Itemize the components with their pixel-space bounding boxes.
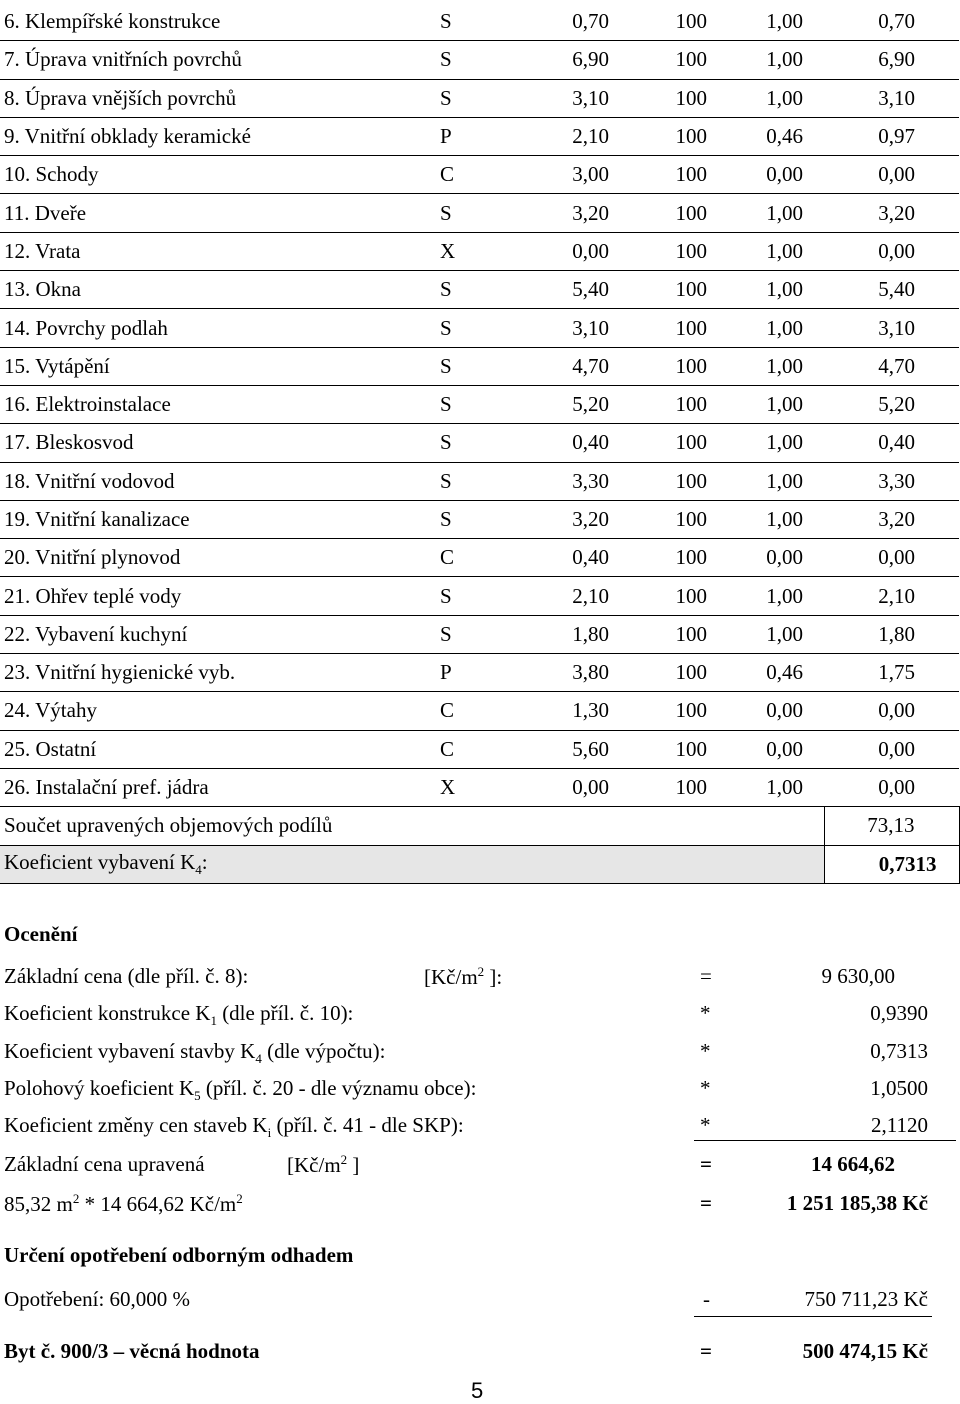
item-share: 3,30 <box>535 462 630 500</box>
item-code: C <box>434 539 535 577</box>
subtotal-rule <box>694 1140 956 1141</box>
coefficient-value: 0,7313 <box>824 845 959 883</box>
item-code: S <box>434 194 535 232</box>
item-name: 17. Bleskosvod <box>0 424 434 462</box>
item-adjusted-share: 3,10 <box>824 79 959 117</box>
item-adjusted-share: 1,80 <box>824 615 959 653</box>
final-value: 500 474,15 Kč <box>802 1339 928 1363</box>
wear-rule <box>694 1316 932 1317</box>
table-row <box>0 577 959 615</box>
item-coefficient: 0,46 <box>728 117 824 155</box>
item-percent: 100 <box>630 768 728 806</box>
item-name: 22. Vybavení kuchyní <box>0 615 434 653</box>
item-percent: 100 <box>630 156 728 194</box>
k5-line <box>0 1076 960 1106</box>
item-share: 5,20 <box>535 385 630 423</box>
item-adjusted-share: 0,00 <box>824 539 959 577</box>
item-coefficient: 0,46 <box>728 654 824 692</box>
item-share: 0,40 <box>535 539 630 577</box>
item-name: 19. Vnitřní kanalizace <box>0 500 434 538</box>
item-share: 0,40 <box>535 424 630 462</box>
item-percent: 100 <box>630 692 728 730</box>
wear-value: 750 711,23 Kč <box>804 1287 928 1311</box>
item-adjusted-share: 0,00 <box>824 232 959 270</box>
final-label: Byt č. 900/3 – věcná hodnota <box>4 1339 260 1363</box>
table-row <box>0 654 959 692</box>
table-row <box>0 385 959 423</box>
item-name: 11. Dveře <box>0 194 434 232</box>
item-percent: 100 <box>630 424 728 462</box>
item-percent: 100 <box>630 385 728 423</box>
table-row <box>0 730 959 768</box>
item-code: P <box>434 117 535 155</box>
item-name: 13. Okna <box>0 271 434 309</box>
item-coefficient: 1,00 <box>728 232 824 270</box>
base-price-line <box>0 964 960 994</box>
item-coefficient: 1,00 <box>728 271 824 309</box>
table-row <box>0 117 959 155</box>
item-share: 5,60 <box>535 730 630 768</box>
item-code: C <box>434 156 535 194</box>
item-coefficient: 1,00 <box>728 79 824 117</box>
item-code: S <box>434 462 535 500</box>
equipment-coefficient-table <box>0 3 960 884</box>
item-coefficient: 0,00 <box>728 539 824 577</box>
table-row <box>0 3 959 41</box>
item-adjusted-share: 3,20 <box>824 194 959 232</box>
item-share: 3,10 <box>535 309 630 347</box>
item-share: 2,10 <box>535 577 630 615</box>
item-code: S <box>434 615 535 653</box>
coefficient-row <box>0 845 959 883</box>
item-percent: 100 <box>630 79 728 117</box>
item-percent: 100 <box>630 500 728 538</box>
item-name: 26. Instalační pref. jádra <box>0 768 434 806</box>
item-code: P <box>434 654 535 692</box>
base-price-unit: [$Kč/m^2$ ]: <box>424 964 503 989</box>
ki-line <box>0 1113 960 1143</box>
valuation-heading: Ocenění <box>4 922 78 946</box>
table-row <box>0 232 959 270</box>
item-share: 6,90 <box>535 41 630 79</box>
wear-label: Opotřebení: 60,000 % <box>4 1287 191 1311</box>
item-coefficient: 1,00 <box>728 500 824 538</box>
item-name: 25. Ostatní <box>0 730 434 768</box>
item-percent: 100 <box>630 232 728 270</box>
item-coefficient: 1,00 <box>728 309 824 347</box>
item-name: 14. Povrchy podlah <box>0 309 434 347</box>
total-label: 85,32 $m^2 * 14$ 664,62 $Kč/m^2$ <box>4 1191 243 1216</box>
sum-row <box>0 807 959 845</box>
item-code: S <box>434 3 535 41</box>
item-share: 3,20 <box>535 194 630 232</box>
item-coefficient: 0,00 <box>728 156 824 194</box>
k1-line <box>0 1001 960 1031</box>
item-coefficient: 1,00 <box>728 768 824 806</box>
item-adjusted-share: 5,20 <box>824 385 959 423</box>
k1-value: 0,9390 <box>870 1001 928 1025</box>
ki-value: 2,1120 <box>871 1113 928 1137</box>
k5-label: Polohový koeficient $K_5$ (příl. č. 20 - dle významu obce): <box>4 1076 477 1104</box>
item-coefficient: 1,00 <box>728 385 824 423</box>
item-name: 6. Klempířské konstrukce <box>0 3 434 41</box>
item-adjusted-share: 1,75 <box>824 654 959 692</box>
item-code: S <box>434 500 535 538</box>
item-name: 18. Vnitřní vodovod <box>0 462 434 500</box>
item-name: 20. Vnitřní plynovod <box>0 539 434 577</box>
item-share: 3,10 <box>535 79 630 117</box>
ki-label: Koeficient změny cen staveb $K_i$ (příl. č. 41 - dle SKP): <box>4 1113 464 1141</box>
item-percent: 100 <box>630 539 728 577</box>
item-share: 3,20 <box>535 500 630 538</box>
item-percent: 100 <box>630 654 728 692</box>
k1-label: Koeficient konstrukce $K_1$ (dle příl. č. 10): <box>4 1001 354 1029</box>
item-percent: 100 <box>630 41 728 79</box>
item-name: 21. Ohřev teplé vody <box>0 577 434 615</box>
wear-operator: - <box>703 1287 710 1311</box>
item-code: X <box>434 232 535 270</box>
table-row <box>0 768 959 806</box>
adjusted-price-value: 14 664,62 <box>811 1152 895 1176</box>
item-code: S <box>434 309 535 347</box>
item-name: 12. Vrata <box>0 232 434 270</box>
k4-line <box>0 1039 960 1069</box>
item-adjusted-share: 0,97 <box>824 117 959 155</box>
item-coefficient: 1,00 <box>728 577 824 615</box>
table-row <box>0 539 959 577</box>
k5-value: 1,0500 <box>870 1076 928 1100</box>
item-share: 1,30 <box>535 692 630 730</box>
adjusted-price-operator: = <box>700 1152 712 1176</box>
item-percent: 100 <box>630 462 728 500</box>
k4-operator: * <box>700 1039 711 1063</box>
item-code: S <box>434 271 535 309</box>
item-code: S <box>434 79 535 117</box>
item-name: 24. Výtahy <box>0 692 434 730</box>
item-coefficient: 1,00 <box>728 41 824 79</box>
adjusted-price-label: Základní cena upravená <box>4 1152 205 1176</box>
item-adjusted-share: 2,10 <box>824 577 959 615</box>
item-percent: 100 <box>630 309 728 347</box>
item-adjusted-share: 4,70 <box>824 347 959 385</box>
item-name: 9. Vnitřní obklady keramické <box>0 117 434 155</box>
table-row <box>0 615 959 653</box>
sum-value: 73,13 <box>824 807 959 845</box>
k5-operator: * <box>700 1076 711 1100</box>
item-name: 16. Elektroinstalace <box>0 385 434 423</box>
table-row <box>0 424 959 462</box>
item-code: C <box>434 730 535 768</box>
item-name: 23. Vnitřní hygienické vyb. <box>0 654 434 692</box>
k1-operator: * <box>700 1001 711 1025</box>
table-row <box>0 41 959 79</box>
item-coefficient: 0,00 <box>728 692 824 730</box>
table-row <box>0 500 959 538</box>
item-percent: 100 <box>630 577 728 615</box>
item-coefficient: 1,00 <box>728 194 824 232</box>
item-adjusted-share: 0,00 <box>824 156 959 194</box>
item-adjusted-share: 0,00 <box>824 692 959 730</box>
item-share: 0,70 <box>535 3 630 41</box>
sum-label: Součet upravených objemových podílů <box>0 807 824 845</box>
item-coefficient: 1,00 <box>728 424 824 462</box>
item-coefficient: 1,00 <box>728 462 824 500</box>
table-row <box>0 156 959 194</box>
item-percent: 100 <box>630 730 728 768</box>
item-share: 0,00 <box>535 232 630 270</box>
item-adjusted-share: 3,30 <box>824 462 959 500</box>
item-percent: 100 <box>630 615 728 653</box>
base-price-value: 9 630,00 <box>821 964 895 988</box>
wear-heading: Určení opotřebení odborným odhadem <box>4 1243 354 1267</box>
item-coefficient: 0,00 <box>728 730 824 768</box>
table-row <box>0 309 959 347</box>
base-price-label: Základní cena (dle příl. č. 8): <box>4 964 249 988</box>
item-adjusted-share: 0,00 <box>824 768 959 806</box>
item-percent: 100 <box>630 271 728 309</box>
item-adjusted-share: 5,40 <box>824 271 959 309</box>
item-name: 7. Úprava vnitřních povrchů <box>0 41 434 79</box>
item-name: 10. Schody <box>0 156 434 194</box>
final-operator: = <box>700 1339 712 1363</box>
item-code: S <box>434 347 535 385</box>
item-share: 3,00 <box>535 156 630 194</box>
item-adjusted-share: 3,10 <box>824 309 959 347</box>
item-adjusted-share: 6,90 <box>824 41 959 79</box>
item-code: S <box>434 41 535 79</box>
item-adjusted-share: 0,00 <box>824 730 959 768</box>
item-code: C <box>434 692 535 730</box>
table-row <box>0 79 959 117</box>
item-percent: 100 <box>630 3 728 41</box>
item-share: 3,80 <box>535 654 630 692</box>
k4-value: 0,7313 <box>870 1039 928 1063</box>
item-name: 8. Úprava vnějších povrchů <box>0 79 434 117</box>
ki-operator: * <box>700 1113 711 1137</box>
adjusted-price-unit: [$Kč/m^2$ ] <box>287 1152 360 1177</box>
item-percent: 100 <box>630 194 728 232</box>
item-share: 0,00 <box>535 768 630 806</box>
page-number: 5 <box>471 1378 484 1403</box>
item-coefficient: 1,00 <box>728 615 824 653</box>
item-name: 15. Vytápění <box>0 347 434 385</box>
item-code: X <box>434 768 535 806</box>
item-share: 2,10 <box>535 117 630 155</box>
total-operator: = <box>700 1191 712 1215</box>
wear-line <box>0 1287 960 1317</box>
final-line <box>0 1339 960 1369</box>
adjusted-price-line <box>0 1152 960 1182</box>
item-share: 1,80 <box>535 615 630 653</box>
k4-label: Koeficient vybavení stavby $K_4$ (dle výpočtu): <box>4 1039 386 1067</box>
item-coefficient: 1,00 <box>728 347 824 385</box>
item-percent: 100 <box>630 347 728 385</box>
table-row <box>0 271 959 309</box>
coefficient-label: Koeficient vybavení $K_4$: <box>0 845 824 883</box>
item-adjusted-share: 0,70 <box>824 3 959 41</box>
item-code: S <box>434 424 535 462</box>
item-share: 4,70 <box>535 347 630 385</box>
base-price-operator: = <box>700 964 712 988</box>
table-row <box>0 462 959 500</box>
item-code: S <box>434 385 535 423</box>
table-row <box>0 194 959 232</box>
item-adjusted-share: 0,40 <box>824 424 959 462</box>
total-value: 1 251 185,38 Kč <box>786 1191 928 1215</box>
item-code: S <box>434 577 535 615</box>
item-coefficient: 1,00 <box>728 3 824 41</box>
item-percent: 100 <box>630 117 728 155</box>
total-line <box>0 1191 960 1221</box>
table-row <box>0 692 959 730</box>
table-row <box>0 347 959 385</box>
item-adjusted-share: 3,20 <box>824 500 959 538</box>
item-share: 5,40 <box>535 271 630 309</box>
